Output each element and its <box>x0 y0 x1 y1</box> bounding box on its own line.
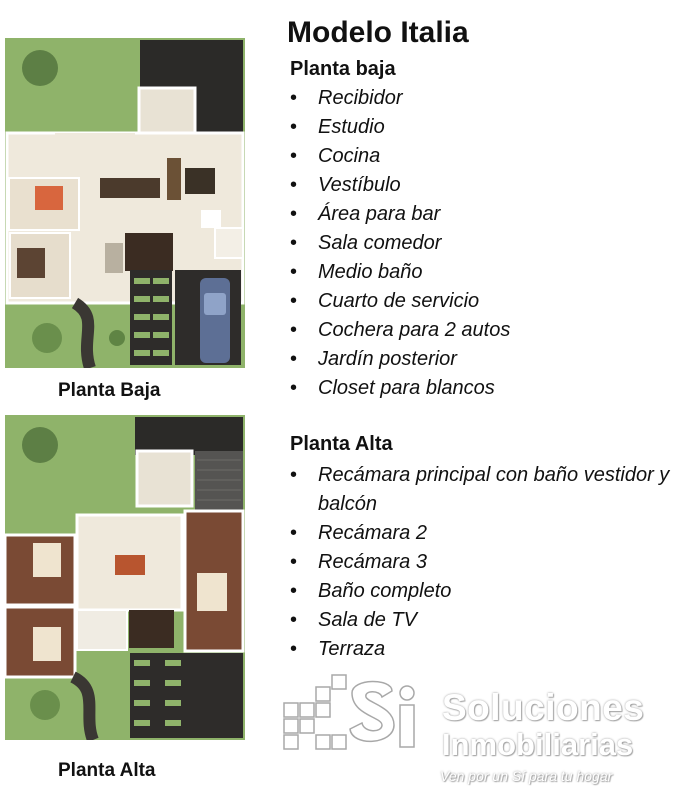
list-item: • Jardín posterior <box>290 345 670 374</box>
list-item: • Sala de TV <box>290 606 670 635</box>
ground-floor-caption: Planta Baja <box>58 380 161 401</box>
logo-name-line2: Inmobiliarias <box>442 727 634 762</box>
logo-name-line1: Soluciones <box>442 687 645 728</box>
list-item: • Vestíbulo <box>290 171 670 200</box>
list-item: • Recibidor <box>290 84 670 113</box>
ground-floor-heading: Planta baja <box>290 58 396 80</box>
page-title: Modelo Italia <box>287 16 469 49</box>
list-item: • Recámara principal con baño vestidor y balcón <box>290 461 670 519</box>
list-item: • Cuarto de servicio <box>290 287 670 316</box>
ground-floor-plan-image <box>5 38 245 368</box>
house-si-logo-icon <box>282 673 432 759</box>
list-item: • Cocina <box>290 142 670 171</box>
upper-floor-feature-list <box>290 461 670 664</box>
list-item: • Sala comedor <box>290 229 670 258</box>
list-item: • Recámara 2 <box>290 519 670 548</box>
list-item: • Baño completo <box>290 577 670 606</box>
list-item: • Cochera para 2 autos <box>290 316 670 345</box>
upper-floor-plan-image <box>5 415 245 740</box>
list-item: • Terraza <box>290 635 670 664</box>
list-item: • Medio baño <box>290 258 670 287</box>
company-logo <box>282 665 670 795</box>
list-item: • Recámara 3 <box>290 548 670 577</box>
upper-floor-heading: Planta Alta <box>290 433 393 455</box>
list-item: • Closet para blancos <box>290 374 670 403</box>
list-item: • Área para bar <box>290 200 670 229</box>
logo-tagline: Ven por un Sí para tu hogar <box>440 768 613 784</box>
ground-floor-feature-list <box>290 84 670 403</box>
upper-floor-caption: Planta Alta <box>58 760 156 781</box>
list-item: • Estudio <box>290 113 670 142</box>
